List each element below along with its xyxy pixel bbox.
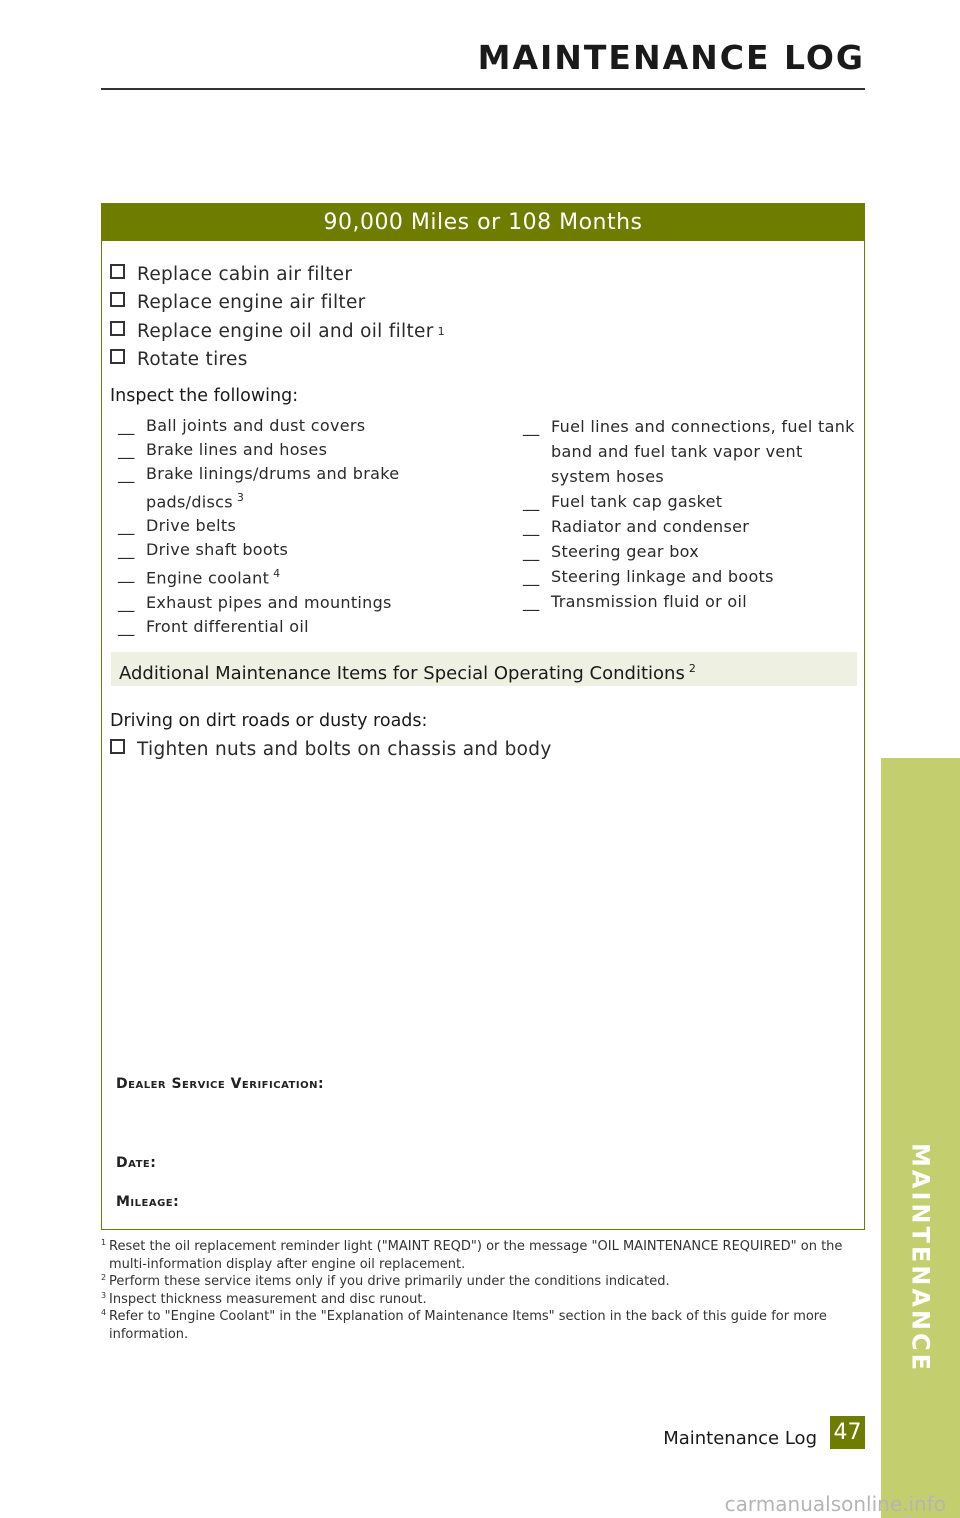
checklist [110,260,445,374]
sidebar-label [881,758,960,1373]
inspect-label: Radiator and condenser [551,517,750,536]
footnote-ref: 2 [688,662,696,675]
inspect-item [118,514,498,538]
footnote-text: Inspect thickness measurement and disc runout. [109,1291,427,1307]
blank-line[interactable]: __ [523,517,540,536]
inspect-list-right [523,414,863,614]
checklist-item[interactable] [110,735,552,764]
footnotes [101,1238,861,1343]
footnote [101,1308,861,1343]
blank-line[interactable]: __ [118,440,135,459]
footnote-ref: 4 [273,567,281,581]
checkbox-icon[interactable] [110,349,125,364]
dirt-roads-checklist [110,735,552,764]
checkbox-icon[interactable] [110,321,125,336]
footnote-text: Reset the oil replacement reminder light ("MAINT REQD") or the message "OIL MAINTENANCE REQUIRED" on the multi-information display after engine oil replacement. [109,1239,843,1272]
blank-line[interactable]: __ [118,540,135,560]
inspect-label: Steering linkage and boots [551,567,774,586]
watermark: carmanualsonline.info [724,1492,946,1516]
inspect-item [118,462,498,514]
footnote-ref: 3 [236,491,245,504]
checkbox-icon[interactable] [110,739,125,754]
inspect-label: Fuel tank cap gasket [551,492,723,511]
checklist-label: Tighten nuts and bolts on chassis and body [137,738,552,760]
checklist-label: Replace engine air filter [137,292,366,314]
blank-line[interactable]: __ [118,592,135,612]
footnote-text: Refer to "Engine Coolant" in the "Explanation of Maintenance Items" section in the back of this guide for more information. [109,1309,827,1342]
checklist-label: Replace cabin air filter [137,263,353,285]
blank-line[interactable]: __ [118,564,135,584]
footnote [101,1238,861,1273]
inspect-list-left [118,414,498,639]
inspect-item [523,539,863,564]
sidebar-label-text: MAINTENANCE [906,1143,935,1373]
blank-line[interactable]: __ [523,417,540,436]
box-title: 90,000 Miles or 108 Months [102,204,864,241]
footnote [101,1291,861,1309]
inspect-label: Engine coolant [146,568,270,588]
blank-line[interactable]: __ [523,542,540,561]
inspect-item [523,414,863,489]
inspect-item [523,589,863,614]
inspect-item [118,562,498,590]
inspect-item [523,564,863,589]
additional-items-band [111,652,857,686]
inspect-label: Brake lines and hoses [146,440,328,459]
checklist-label: Rotate tires [137,349,248,371]
date-label: Date: [116,1155,157,1171]
checklist-item[interactable] [110,260,445,289]
dealer-verification-label: Dealer Service Verification: [116,1076,325,1092]
inspect-label: Transmission fluid or oil [551,592,747,611]
page-number: 47 [830,1416,865,1449]
footnote-number: 3 [101,1290,107,1300]
checklist-item[interactable] [110,346,445,375]
mileage-label: Mileage: [116,1194,180,1210]
inspect-title: Inspect the following: [110,386,299,406]
inspect-label: Steering gear box [551,542,700,561]
checkbox-icon[interactable] [110,292,125,307]
inspect-item [523,489,863,514]
footnote-number: 2 [101,1273,107,1282]
inspect-label: Drive shaft boots [146,540,289,560]
checklist-item[interactable] [110,317,445,346]
blank-line[interactable]: __ [118,464,135,483]
footnote-number: 1 [101,1238,107,1247]
blank-line[interactable]: __ [523,492,540,511]
maintenance-box [101,203,865,1230]
page-title: MAINTENANCE LOG [477,38,865,77]
additional-items-title: Additional Maintenance Items for Special Operating Conditions [119,663,685,684]
footnote-ref: 1 [437,324,445,338]
inspect-item [118,414,498,438]
inspect-item [118,591,498,615]
inspect-item [523,514,863,539]
header-rule [101,88,865,90]
blank-line[interactable]: __ [118,416,135,435]
inspect-label: Ball joints and dust covers [146,416,366,435]
footnote-text: Perform these service items only if you drive primarily under the conditions indicated. [109,1274,670,1289]
inspect-item [118,438,498,462]
blank-line[interactable]: __ [118,516,135,536]
inspect-label: Exhaust pipes and mountings [146,592,392,612]
inspect-item [118,538,498,562]
checklist-item[interactable] [110,289,445,318]
inspect-label: Front differential oil [146,616,309,636]
footnote-number: 4 [101,1308,107,1317]
footer-section-label: Maintenance Log [663,1428,817,1449]
inspect-label: Fuel lines and connections, fuel tank band and fuel tank vapor vent system hoses [551,417,855,486]
inspect-label: Drive belts [146,516,237,536]
dirt-roads-title: Driving on dirt roads or dusty roads: [110,711,428,731]
blank-line[interactable]: __ [523,592,540,611]
blank-line[interactable]: __ [118,616,135,636]
footnote [101,1273,861,1291]
checkbox-icon[interactable] [110,264,125,279]
section-sidebar [881,758,960,1518]
inspect-label: Brake linings/drums and brake pads/discs [146,464,400,512]
checklist-label: Replace engine oil and oil filter [137,320,434,342]
blank-line[interactable]: __ [523,567,540,586]
inspect-item [118,615,498,639]
